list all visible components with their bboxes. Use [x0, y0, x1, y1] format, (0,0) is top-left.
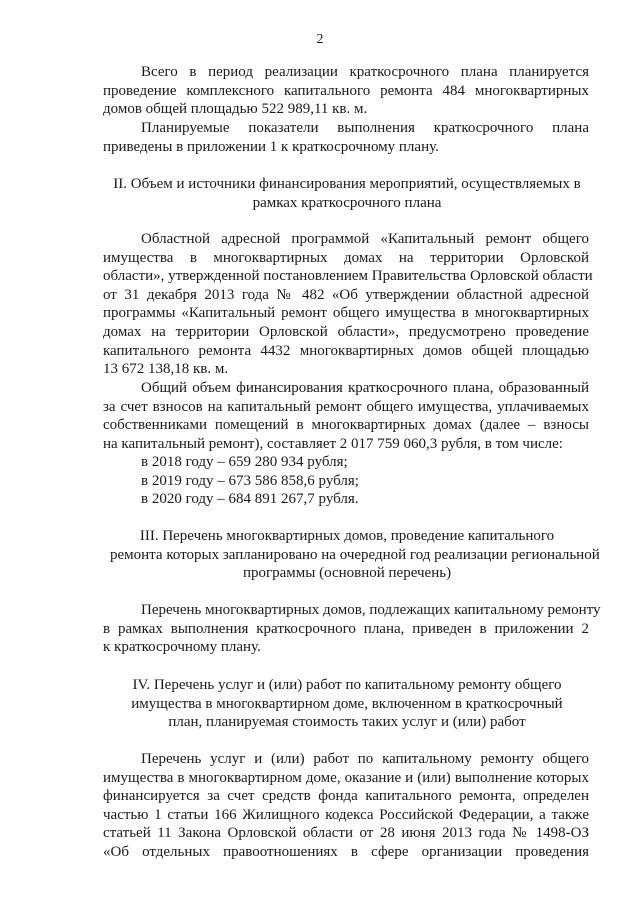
text-line: Перечень многоквартирных домов, подлежащих капитальному ремонту [141, 602, 601, 618]
financing-by-year-list [141, 453, 581, 509]
text-line: приведены в приложении 1 к краткосрочному плану. [103, 138, 439, 155]
text-line: собственниками помещений в многоквартирных домах (далее – взносы [103, 417, 589, 434]
section-heading-4 [110, 676, 584, 732]
paragraph-total-houses [103, 63, 589, 119]
text-line: на капитальный ремонт), составляет 2 017 759 060,3 рубля, в том числе: [103, 435, 563, 452]
paragraph-financing-total [103, 379, 589, 453]
text-line: за счет взносов на капитальный ремонт общего имущества, уплачиваемых [103, 398, 589, 415]
text-line: к краткосрочному плану. [103, 639, 261, 656]
heading-line: III. Перечень многоквартирных домов, проведение капитального [139, 528, 555, 544]
paragraph-regional-program [103, 230, 593, 379]
text-line: Общий объем финансирования краткосрочного плана, образованный [141, 380, 589, 396]
text-line: от 31 декабря 2013 года № 482 «Об утверждении областной адресной [103, 286, 589, 303]
paragraph-main-list [103, 601, 601, 657]
text-line: Всего в период реализации краткосрочного плана планируется [141, 64, 589, 80]
heading-line: ремонта которых запланировано на очередной год реализации региональной [110, 546, 600, 563]
heading-line: план, планируемая стоимость таких услуг и (или) работ [168, 714, 526, 731]
list-item: в 2019 году – 673 586 858,6 рубля; [141, 472, 359, 489]
section-heading-2 [110, 175, 584, 212]
paragraph-indicators [103, 119, 589, 156]
heading-line: II. Объем и источники финансирования мероприятий, осуществляемых в [113, 176, 581, 192]
text-line: области», утвержденной постановлением Правительства Орловской области [103, 268, 593, 285]
text-line: частью 1 статьи 166 Жилищного кодекса Российской Федерации, а также [103, 806, 589, 823]
text-line: финансируется за счет средств фонда капитального ремонта, определен [103, 788, 589, 805]
text-line: программы «Капитальный ремонт общего имущества в многоквартирных [103, 305, 589, 322]
text-line: проведение комплексного капитального ремонта 484 многоквартирных [103, 82, 589, 99]
text-line: имущества в многоквартирном доме, оказание и (или) выполнение которых [103, 769, 589, 786]
text-line: капитального ремонта 4432 многоквартирных домов общей площадью [103, 342, 589, 359]
paragraph-services-list [103, 750, 589, 862]
text-line: статьей 11 Закона Орловской области от 28 июня 2013 года № 1498-ОЗ [103, 825, 589, 842]
text-line: домов общей площадью 522 989,11 кв. м. [103, 101, 368, 118]
text-line: Перечень услуг и (или) работ по капитальному ремонту общего [141, 751, 589, 767]
heading-line: имущества в многоквартирном доме, включенном в краткосрочный [131, 695, 563, 712]
text-line: домах на территории Орловской области», предусмотрено проведение [103, 323, 589, 340]
text-line: 13 672 138,18 кв. м. [103, 361, 229, 378]
text-line: Областной адресной программой «Капитальный ремонт общего [141, 231, 589, 247]
page-number: 2 [316, 32, 324, 47]
text-line: имущества в многоквартирных домах на территории Орловской [103, 249, 589, 266]
section-heading-3 [110, 527, 600, 583]
heading-line: рамках краткосрочного плана [252, 194, 442, 211]
list-item: в 2020 году – 684 891 267,7 рубля. [141, 491, 359, 508]
text-line: Планируемые показатели выполнения краткосрочного плана [141, 120, 589, 136]
heading-line: программы (основной перечень) [242, 565, 452, 582]
heading-line: IV. Перечень услуг и (или) работ по капитальному ремонту общего [132, 677, 562, 693]
text-line: в рамках выполнения краткосрочного плана, приведен в приложении 2 [103, 620, 589, 637]
text-line: «Об отдельных правоотношениях в сфере организации проведения [103, 843, 589, 860]
list-item: в 2018 году – 659 280 934 рубля; [141, 454, 348, 470]
